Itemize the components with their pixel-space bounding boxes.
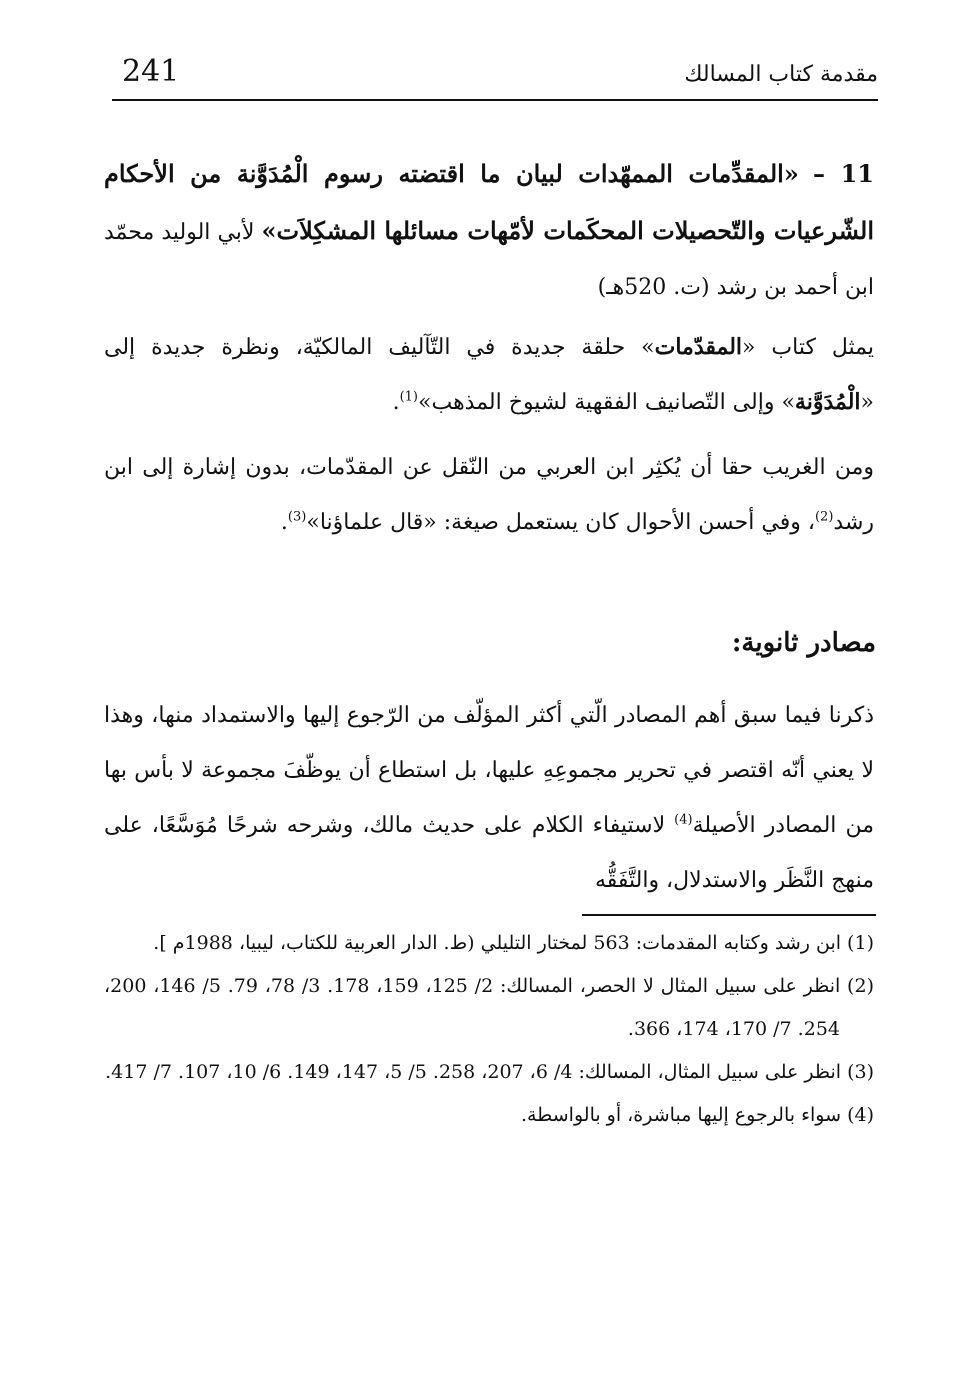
paragraph-text: ومن الغريب حقا أن يُكثِر ابن العربي من النّقل عن المقدّمات، بدون إشارة إلى ابن رشد <box>104 455 874 535</box>
footnote-1: (1) ابن رشد وكتابه المقدمات: 563 لمختار التليلي (ط. الدار العربية للكتاب، ليبيا، 1988م ]. <box>153 932 874 954</box>
paragraph-text: يمثل كتاب « <box>742 335 874 360</box>
entry-heading <box>104 146 874 315</box>
paragraph-ibn-arabi <box>104 440 874 550</box>
book-title-mudawwana: الْمُدَوَّنة <box>794 389 861 415</box>
entry-author: لأبي الوليد محمّد ابن أحمد بن رشد (ت. 520هـ) <box>104 220 874 300</box>
book-title-muqaddimat: المقدّمات <box>654 334 743 360</box>
footnote-4: (4) سواء بالرجوع إليها مباشرة، أو بالواسطة. <box>520 1104 874 1126</box>
footnote-2: (2) انظر على سبيل المثال لا الحصر، المسالك: 2/ 125، 159، 178. 3/ 78، 79. 5/ 146، 200، 254. 7/ 170، 174، 366. <box>104 975 874 1040</box>
running-title: مقدمة كتاب المسالك <box>684 62 878 87</box>
footnote-ref: (3) <box>287 509 307 525</box>
paragraph-text: ذكرنا فيما سبق أهم المصادر الّتي أكثر المؤلّف من الرّجوع إليها والاستمداد منها، وهذا لا يعني أنّه اقتصر في تحرير مجموعِهِ عليها، بل استطاع أن يوظّفَ مجموعة لا بأس بها من المصادر الأصيلة <box>104 703 874 838</box>
footnote-ref: (4) <box>674 812 693 828</box>
paragraph-secondary-sources <box>104 688 874 908</box>
footnote-3: (3) انظر على سبيل المثال، المسالك: 4/ 6، 207، 258. 5/ 5، 147، 149. 6/ 10، 107. 7/ 417. <box>105 1061 874 1083</box>
footnotes <box>104 922 874 1137</box>
paragraph-text: » حلقة جديدة في التّآليف المالكيّة، ونظرة جديدة إلى « <box>104 335 874 415</box>
paragraph-text: لاستيفاء الكلام على حديث مالك، وشرحه شرحًا مُوَسَّعًا، على منهج النَّظَر والاستدلال، والتَّفَقُّه <box>104 813 874 893</box>
paragraph-text: » وإلى التّصانيف الفقهية لشيوخ المذهب» <box>418 390 795 415</box>
page-number: 241 <box>122 54 180 89</box>
paragraph-text: ، وفي أحسن الأحوال كان يستعمل صيغة: «قال علماؤنا» <box>306 510 815 535</box>
paragraph-end: . <box>280 510 288 535</box>
footnote-rule <box>582 914 876 916</box>
header-rule <box>112 99 878 101</box>
footnote-ref: (1) <box>399 389 418 405</box>
section-heading: مصادر ثانوية: <box>731 628 876 658</box>
page-header <box>112 48 878 98</box>
entry-title: «المقدِّمات الممهّدات لبيان ما اقتضته رسوم الْمُدَوَّنة من الأحكام الشّرعيات والتّحصيلات المحكَمات لأمّهات مسائلها المشكِلاَت» <box>104 159 874 245</box>
entry-number: 11 – <box>813 159 874 188</box>
paragraph-end: . <box>392 390 400 415</box>
footnote-ref: (2) <box>814 509 834 525</box>
paragraph-muqaddimat <box>104 320 874 430</box>
